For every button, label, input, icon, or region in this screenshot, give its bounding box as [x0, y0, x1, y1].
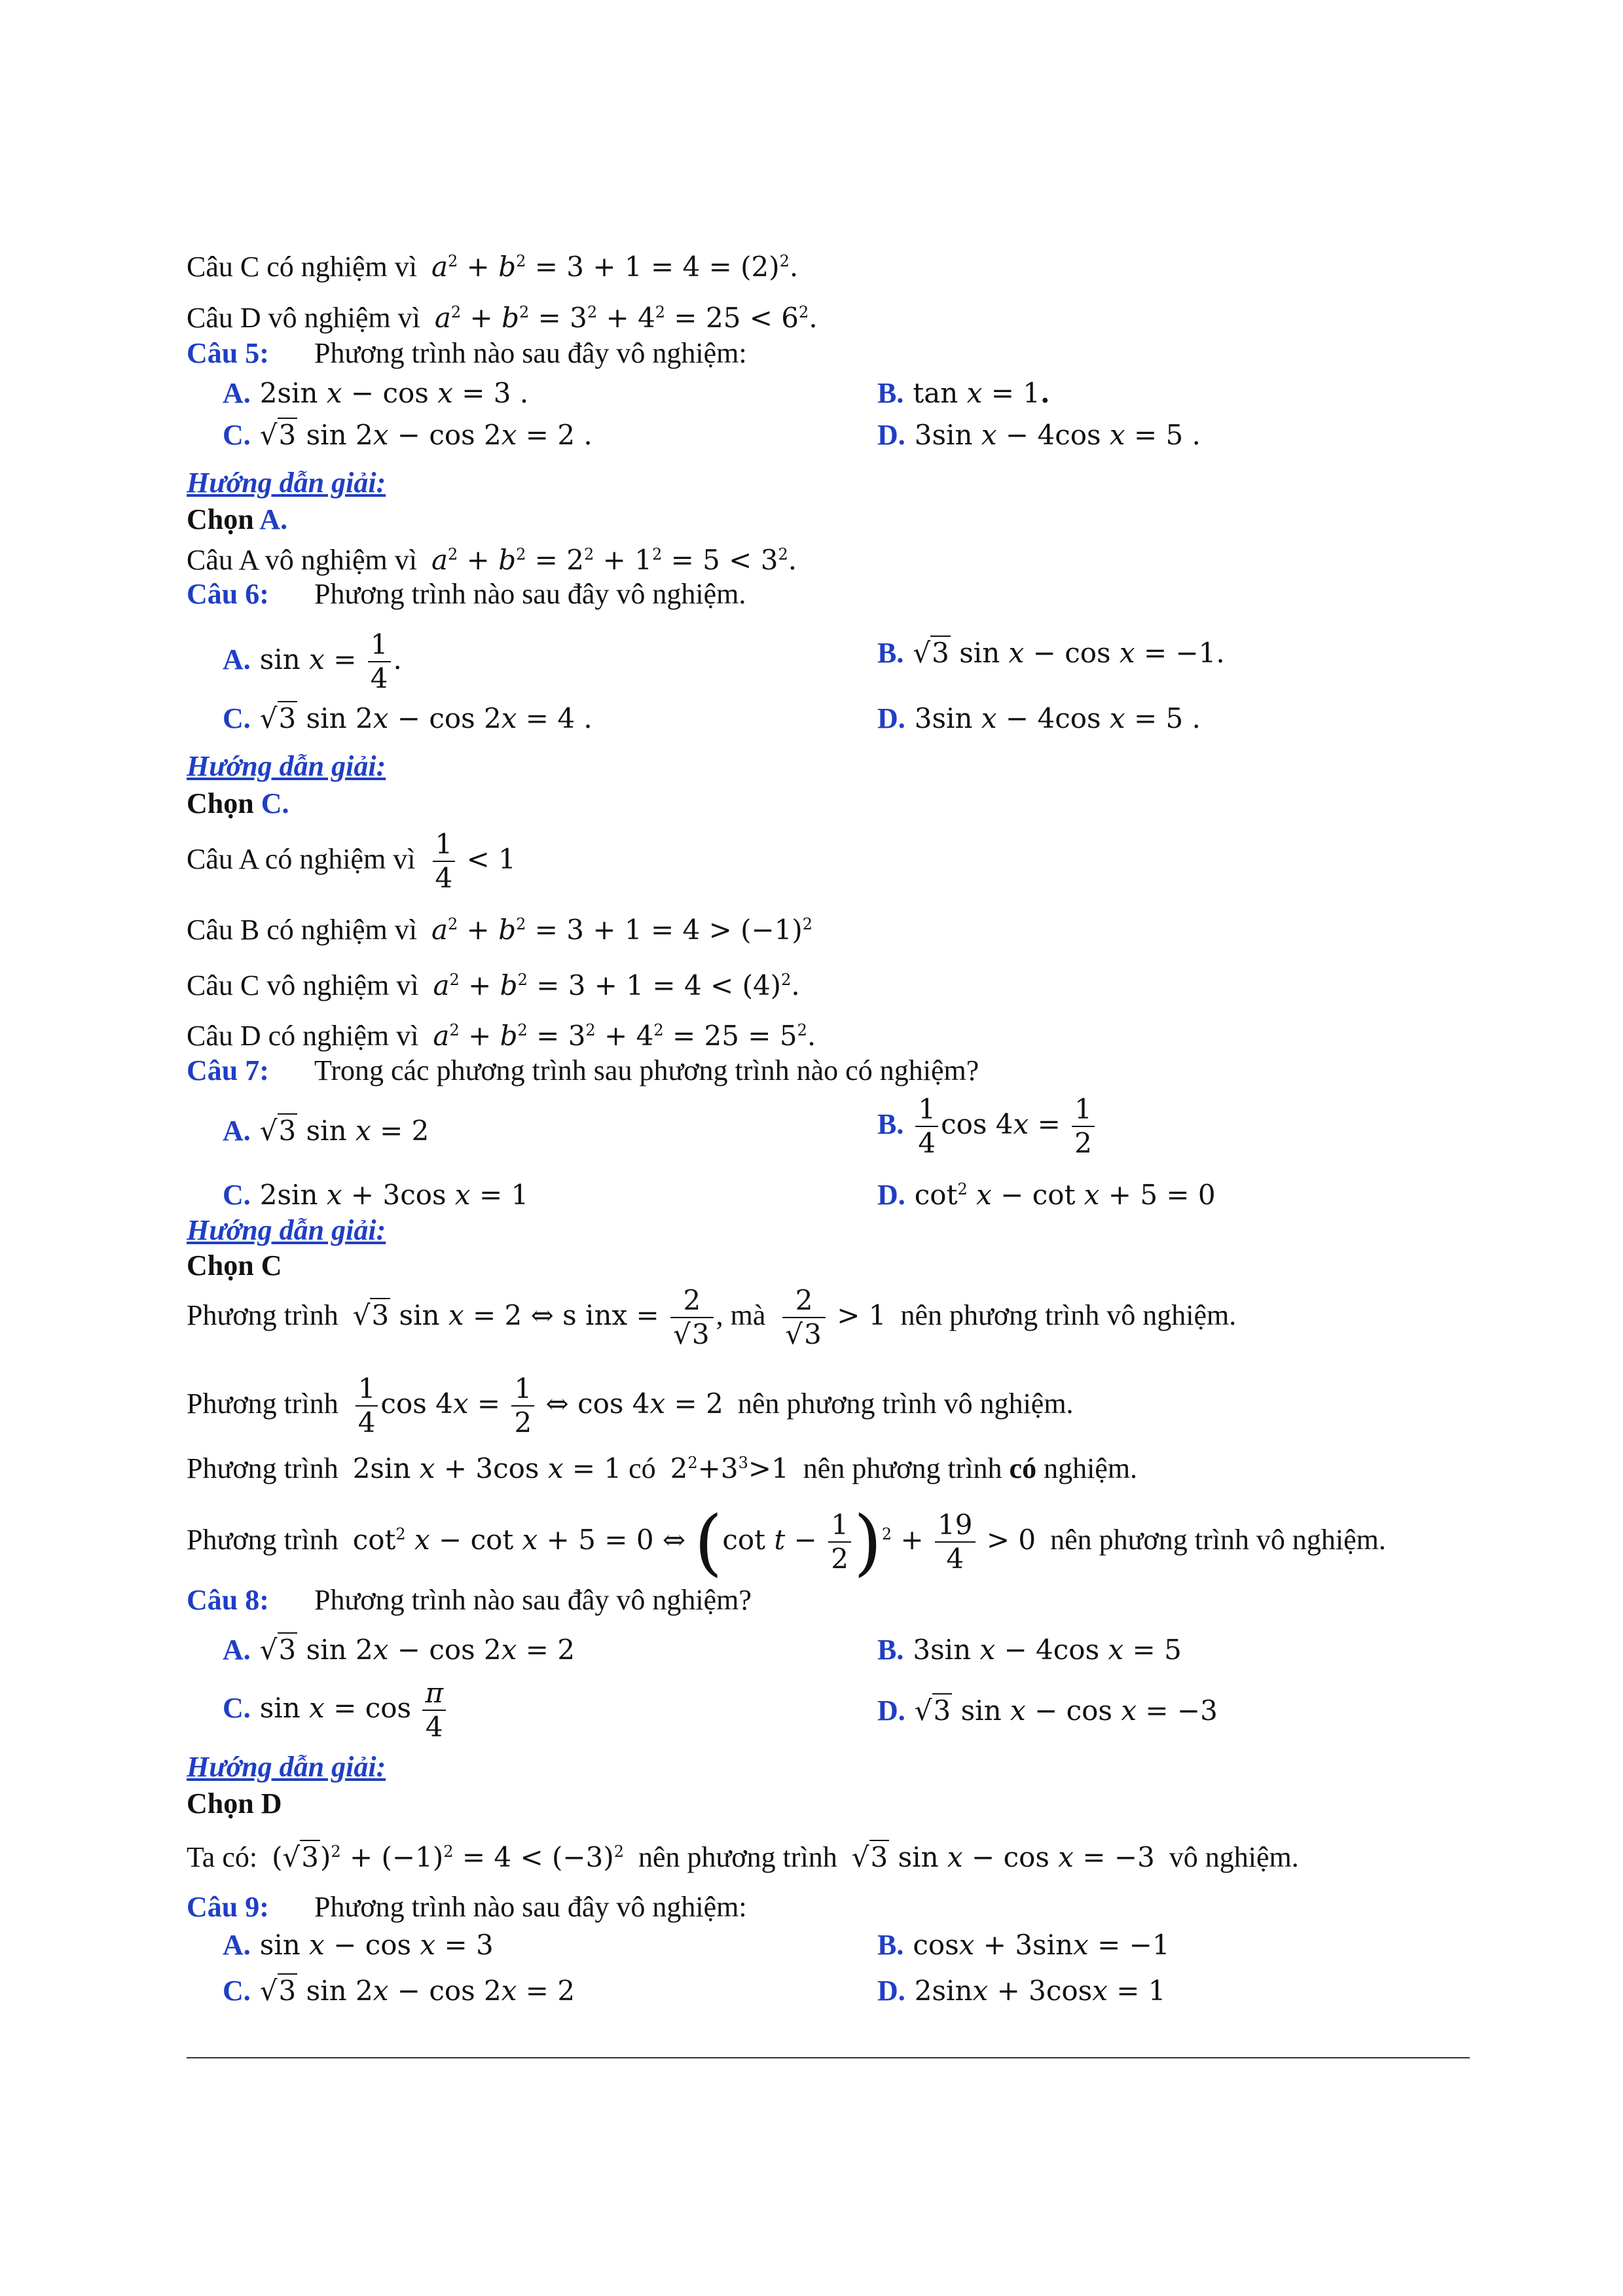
q6-expl-c: Câu C vô nghiệm vì $a^2 + b^2 = 3 + 1 = 4 < (4)^2$. [187, 969, 800, 1001]
q5-answer: Chọn A. [187, 503, 288, 535]
q7-answer: Chọn C [187, 1249, 282, 1282]
q7-expl-3: Phương trình 2sin x + 3cos x = 1 có $2^2+3^3>1$ nên phương trình có nghiệm. [187, 1452, 1138, 1484]
q7-option-d: D. $\cot^2 x - \cot x + 5 = 0$ [877, 1179, 1216, 1211]
q8-option-d: D. √3 sin x − cos x = −3 [877, 1695, 1218, 1727]
cont-d-line: Câu D vô nghiệm vì $a^2 + b^2 = 3^2 + 4^2 = 25 < 6^2$. [187, 302, 818, 334]
q9-option-c: C. √3 sin 2x − cos 2x = 2 [223, 1975, 575, 2007]
question-9: Câu 9: Phương trình nào sau đây vô nghiệm: [187, 1891, 747, 1923]
footer-divider [187, 2057, 1470, 2058]
q6-expl-b: Câu B có nghiệm vì $a^2 + b^2 = 3 + 1 = 4 > (-1)^2$ [187, 914, 813, 946]
q7-expl-4: Phương trình $\cot^2 x - \cot x + 5 = 0$ ⇔ (cot t − $\frac{1}{2}$ )$^2$ + $\frac{19}{4}$ > 0 nên phương trình vô nghiệm. [187, 1500, 1386, 1584]
q6-expl-a: Câu A có nghiệm vì $\frac{1}{4}$ < 1 [187, 828, 516, 894]
q6-guide-heading: Hướng dẫn giải: [187, 750, 386, 782]
q5-option-a: A. 2sin x − cos x = 3 . [223, 377, 529, 409]
q8-guide-heading: Hướng dẫn giải: [187, 1751, 386, 1783]
q7-expl-2: Phương trình $\frac{1}{4}$ cos 4x = $\frac{1}{2}$ ⇔ cos 4x = 2 nên phương trình vô nghiệm. [187, 1372, 1074, 1439]
question-6: Câu 6: Phương trình nào sau đây vô nghiệm. [187, 578, 746, 610]
q6-option-b: B. √3 sin x − cos x = −1. [877, 637, 1225, 669]
q9-option-b: B. cosx + 3sinx = −1 [877, 1929, 1170, 1961]
q5-option-d: D. 3sin x − 4cos x = 5 . [877, 419, 1201, 451]
q8-option-b: B. 3sin x − 4cos x = 5 [877, 1634, 1182, 1666]
q5-explanation: Câu A vô nghiệm vì $a^2 + b^2 = 2^2 + 1^2 = 5 < 3^2$. [187, 544, 797, 576]
q6-answer: Chọn C. [187, 787, 289, 819]
q9-option-a: A. sin x − cos x = 3 [223, 1929, 494, 1961]
q8-option-a: A. √3 sin 2x − cos 2x = 2 [223, 1634, 575, 1666]
q8-explanation: Ta có: $(√3)^2 + (-1)^2 = 4 < (-3)^2$ nên phương trình √3 sin x − cos x = −3 vô nghiệm. [187, 1841, 1299, 1873]
cont-c-line: Câu C có nghiệm vì $a^2 + b^2 = 3 + 1 = 4 = (2)^2$. [187, 251, 799, 283]
q8-option-c: C. sin x = cos $\frac{\pi}{4}$ [223, 1677, 448, 1744]
q6-option-c: C. √3 sin 2x − cos 2x = 4 . [223, 702, 593, 734]
q6-expl-d: Câu D có nghiệm vì $a^2 + b^2 = 3^2 + 4^2 = 25 = 5^2$. [187, 1020, 816, 1052]
q5-option-b: B. tan x = 1. [877, 377, 1050, 409]
q6-option-a: A. sin x = $\frac{1}{4}$ . [223, 628, 402, 694]
q9-option-d: D. 2sinx + 3cosx = 1 [877, 1975, 1166, 2007]
q7-option-b: B. $\frac{1}{4}$ cos 4x = $\frac{1}{2}$ [877, 1093, 1097, 1160]
q6-option-d: D. 3sin x − 4cos x = 5 . [877, 702, 1201, 734]
q8-answer: Chọn D [187, 1787, 282, 1820]
q5-guide-heading: Hướng dẫn giải: [187, 467, 386, 499]
q5-option-c: C. √3 sin 2x − cos 2x = 2 . [223, 419, 593, 451]
q7-option-a: A. √3 sin x = 2 [223, 1115, 429, 1147]
question-5: Câu 5: Phương trình nào sau đây vô nghiệm: [187, 337, 747, 369]
q7-guide-heading: Hướng dẫn giải: [187, 1214, 386, 1246]
question-8: Câu 8: Phương trình nào sau đây vô nghiệm? [187, 1584, 752, 1616]
q7-expl-1: Phương trình √3 sin x = 2 ⇔ s inx = $\frac{2}{√3}$ , mà $\frac{2}{√3}$ > 1 nên phương trình vô nghiệm. [187, 1284, 1237, 1350]
q7-option-c: C. 2sin x + 3cos x = 1 [223, 1179, 529, 1211]
question-7: Câu 7: Trong các phương trình sau phương trình nào có nghiệm? [187, 1054, 979, 1086]
